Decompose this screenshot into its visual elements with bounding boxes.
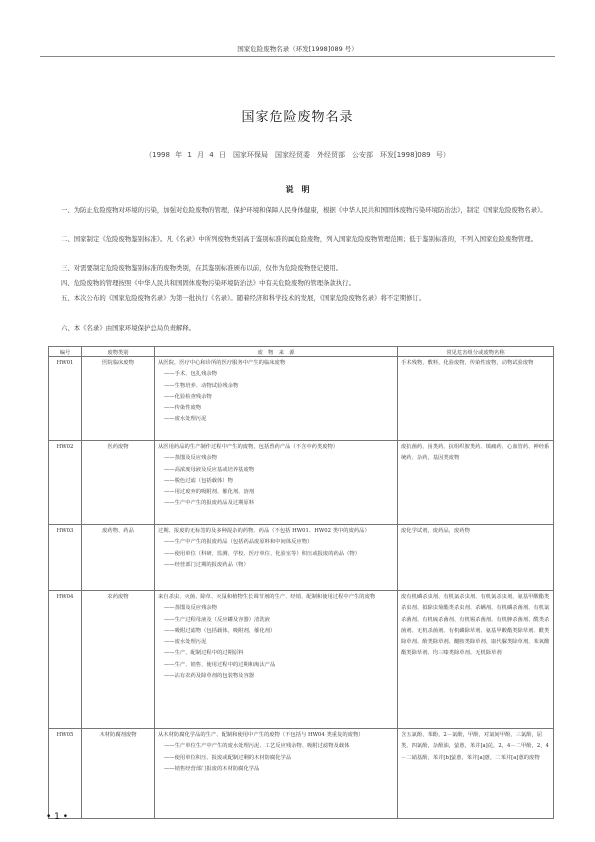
- column-header-code: 编号: [49, 347, 82, 357]
- source-item: ——生产、配制过程中的过期原料: [164, 650, 244, 657]
- waste-source-cell: [155, 357, 398, 441]
- waste-code-cell: HW05: [49, 729, 82, 819]
- waste-category-cell: 医药废物: [82, 441, 155, 525]
- source-item: ——使用单位（科研、监测、学校、医疗单位、化验室等）积压或报废的药品（物）: [164, 550, 360, 557]
- source-item: ——蒸馏及反应残余物: [164, 455, 217, 462]
- source-description: 来自杀虫、灭菌、除草、灭鼠和植物生长调节剂的生产、经销、配制和使用过程中产生的废物: [158, 594, 376, 600]
- hazard-components-cell: 废化学试剂，废药品，废药物: [398, 525, 554, 591]
- source-item: ——销售经营部门报废的木材防腐化学品: [164, 765, 260, 772]
- waste-code-cell: HW03: [49, 525, 82, 591]
- source-item: ——使用单位积压、报废或配制过剩的木材防腐化学品: [164, 754, 292, 761]
- hazard-components-cell: 手术残物，敷料，化验废物，传染性废物，动物试验废物: [398, 357, 554, 441]
- waste-list-table: [48, 346, 554, 819]
- running-head: 国家危险废物名录（环发[1998]089 号）: [237, 45, 358, 53]
- waste-source-cell: [155, 441, 398, 525]
- waste-code-cell: HW02: [49, 441, 82, 525]
- paragraph: 五、本次公布的《国家危险废物名录》为第一批执行《名录》。随着经济和科学技术的发展，《国家危险废物名录》将不定期修订。: [61, 294, 426, 302]
- column-header-hazards: 常见危害组分或废物名称: [398, 347, 554, 357]
- source-item: ——废水处理污泥: [164, 639, 207, 646]
- source-item: ——手术、包扎残余物: [164, 371, 217, 378]
- hazard-components-cell: 废抗菌药、甾类药、抗组织胺类药、镇痛药、心血管药、神经系统药、杂药，基因类废物: [398, 441, 554, 525]
- paragraph: 三、对需要制定危险废物鉴别标准的废物类别，在其鉴别标准颁布以前，仅作为危险废物登记使用。: [61, 264, 343, 272]
- source-item: ——生产、销售、使用过程中的过期和淘汰产品: [164, 661, 276, 668]
- source-description: 从医院、医疗中心和诊所的医疗服务中产生的临床废物: [158, 360, 286, 366]
- source-item: ——沾有农药及除草剂的包装物及容器: [164, 673, 255, 680]
- header-rule: [40, 56, 555, 57]
- source-description: 从木材防腐化学品的生产、配制和使用中产生的废物（不包括与 HW04 类重复的废物）: [158, 732, 364, 738]
- page-number: • 1 •: [46, 812, 69, 822]
- column-header-source: 废 物 来 源: [155, 347, 398, 357]
- source-item: ——化验检查残余物: [164, 393, 212, 400]
- section-heading: 说 明: [285, 185, 310, 194]
- waste-code-cell: HW01: [49, 357, 82, 441]
- table-row: [49, 441, 554, 525]
- source-item: ——用过废弃的吸附剂、催化剂、溶剂: [164, 489, 255, 496]
- source-item: ——脱色过滤（包括载体）物: [164, 477, 233, 484]
- source-item: ——生产中产生的报废药品及过期原料: [164, 500, 255, 507]
- hazard-components-cell: 含五氯酚，苯酚，2－氯酚，甲酚，对氯间甲酚，三氯酚，屈类，四氯酚，杂酚油，萤蒽，苯并[a]芘，2，4－二甲酚，2，4－二硝基酚，苯并[b]萤蒽，苯并[a]蒽，二苯并[a]蒽的废物: [398, 729, 554, 819]
- waste-source-cell: [155, 525, 398, 591]
- waste-source-cell: [155, 591, 398, 729]
- table-row: [49, 591, 554, 729]
- source-item: ——生产中产生的报废药品（包括药品废原料和中间体反应物）: [164, 539, 313, 546]
- page-title: 国家危险废物名录: [241, 110, 354, 125]
- source-item: ——传染性废物: [164, 405, 202, 412]
- source-item: ——生产单位生产中产生的废水处理污泥、工艺反应残余物、吸附过滤物及载体: [164, 743, 350, 750]
- source-item: ——生产过程母液及（反应罐及容器）清洗液: [164, 616, 270, 623]
- source-item: ——废水处理污泥: [164, 416, 207, 423]
- source-item: ——吸附过滤物（包括载体，吸附剂，催化剂）: [164, 627, 276, 634]
- source-description: 过期、报废的无标签的及多种混杂的药物、药品（不包括 HW01、HW02 类中的废药品）: [158, 528, 370, 534]
- paragraph: 二、国家制定《危险废物鉴别标准》。凡《名录》中所列废物类别高于鉴别标准的属危险废物，列入国家危险废物管理范围；低于鉴别标准的，不列入国家危险废物管理。: [61, 235, 538, 243]
- source-description: 从医用药品的生产制作过程中产生的废物，包括兽药产品（不含中药类废物）: [158, 444, 339, 450]
- waste-category-cell: 农药废物: [82, 591, 155, 729]
- source-item: ——生物培养、动物试验残余物: [164, 382, 239, 389]
- source-item: ——蒸馏及反应残余物: [164, 605, 217, 612]
- waste-category-cell: 废药物、药品: [82, 525, 155, 591]
- paragraph: 一、为防止危险废物对环境的污染，加强对危险废物的管理，保护环境和保障人民身体健康，根据《中华人民共和国固体废物污染环境防治法》，制定《国家危险废物名录》。: [61, 206, 547, 214]
- hazard-components-cell: 废有机磷杀虫剂、有机氯杀虫剂、有机氮杀虫剂、氨基甲酸酯类杀虫剂、拟除虫菊酯类杀虫剂、杀螨剂、有机磷杀菌剂、有机氯杀菌剂、有机硫杀菌剂、有机锡杀菌剂、有机胂杀菌剂、酰类杀菌剂、无机杀菌剂、有机磷除草剂、氨基甲酸酯类除草剂、酰类除草剂、酚类除草剂、醚胺类除草剂、取代脲类除草剂、苯氧酸酯类除草剂、均三嗪类除草剂、无机除草剂: [398, 591, 554, 729]
- source-item: ——高浓度母液及反应基或培养基废物: [164, 466, 255, 473]
- waste-category-cell: 木材防腐剂废物: [82, 729, 155, 819]
- table-header-row: [49, 347, 554, 357]
- table-row: [49, 729, 554, 819]
- source-item: ——经营部门过期的报废药品（物）: [164, 561, 249, 568]
- column-header-category: 废物类别: [82, 347, 155, 357]
- paragraph: 四、危险废物的管理按照《中华人民共和国固体废物污染环境防治法》中有关危险废物的管理条款执行。: [61, 279, 355, 287]
- waste-category-cell: 医院临床废物: [82, 357, 155, 441]
- table-row: [49, 525, 554, 591]
- table-row: [49, 357, 554, 441]
- paragraph: 六、本《名录》由国家环境保护总局负责解释。: [61, 324, 196, 332]
- waste-source-cell: [155, 729, 398, 819]
- issue-line: （1998 年 1 月 4 日 国家环保局 国家经贸委 外经贸部 公安部 环发[1998]089 号）: [145, 151, 450, 159]
- waste-code-cell: HW04: [49, 591, 82, 729]
